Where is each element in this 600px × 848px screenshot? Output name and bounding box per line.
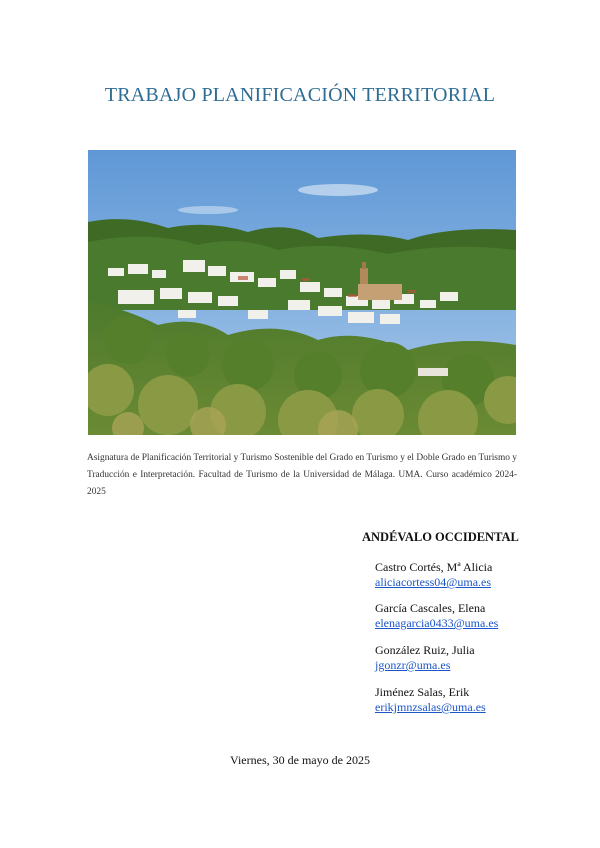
author-name: Castro Cortés, Mª Alicia xyxy=(375,560,493,574)
author-block xyxy=(375,601,498,631)
author-email-link[interactable]: elenagarcia0433@uma.es xyxy=(375,616,499,630)
author-block xyxy=(375,685,486,715)
author-name: García Cascales, Elena xyxy=(375,601,486,615)
submission-date: Viernes, 30 de mayo de 2025 xyxy=(230,753,370,767)
author-name: González Ruiz, Julia xyxy=(375,643,475,657)
author-name: Jiménez Salas, Erik xyxy=(375,685,470,699)
author-block xyxy=(375,560,492,590)
author-email-link[interactable]: aliciacortess04@uma.es xyxy=(375,575,492,589)
region-heading: ANDÉVALO OCCIDENTAL xyxy=(362,530,519,544)
author-email-link[interactable]: jgonzr@uma.es xyxy=(375,658,451,672)
course-caption: Asignatura de Planificación Territorial y Turismo Sostenible del Grado en Turismo y el Doble Grado en Turismo y Traducción e Interpretación. Facultad de Turismo de la Universidad de Málaga. UMA. Curso académico 2024-2025 xyxy=(87,453,517,497)
document-title: TRABAJO PLANIFICACIÓN TERRITORIAL xyxy=(104,84,496,106)
author-block xyxy=(375,643,475,673)
village-landscape-photo xyxy=(88,150,516,435)
author-email-link[interactable]: erikjmnzsalas@uma.es xyxy=(375,700,486,714)
